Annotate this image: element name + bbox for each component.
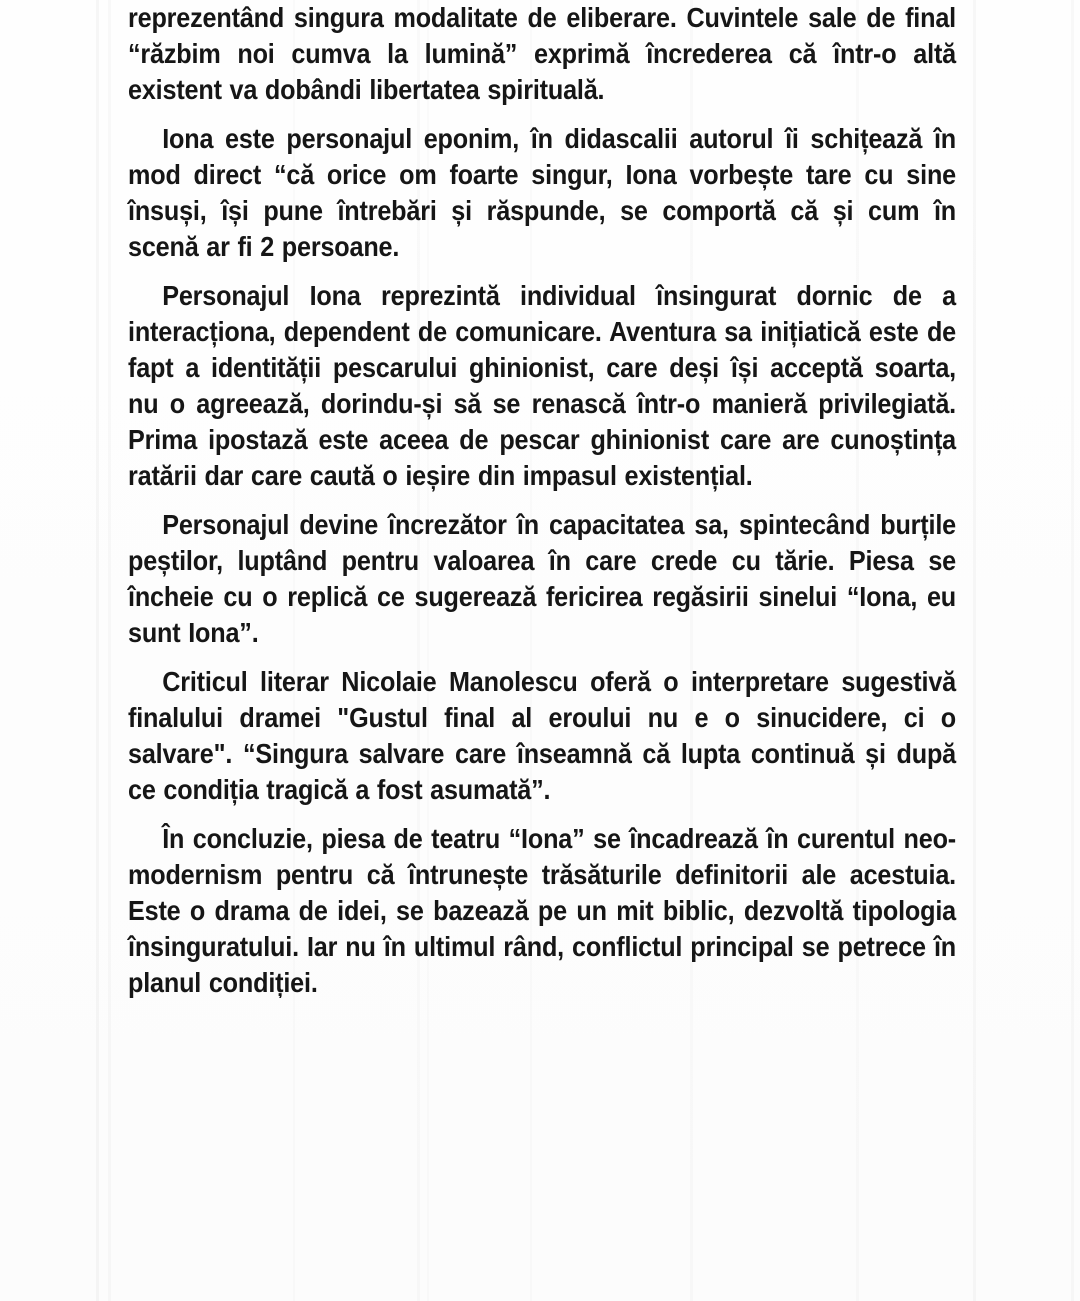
- scan-streak: [1071, 0, 1074, 1301]
- paragraph-personaj-increzator: Personajul devine încrezător în capacitatea sa, spintecând burțile peștilor, luptând pentru valoarea în care crede cu tărie. Piesa se încheie cu o replică ce sugerează fericirea regăsirii sinelui “Iona, eu sunt Iona”.: [128, 509, 956, 648]
- paragraph-critic-manolescu: Criticul literar Nicolaie Manolescu oferă o interpretare sugestivă finalului dramei "Gustul final al eroului nu e o sinucidere, ci o salvare". “Singura salvare care înseamnă că lupta continuă și după ce condiția tragică a fost asumată”.: [128, 666, 956, 805]
- scan-streak: [108, 0, 111, 1301]
- scan-streak: [96, 0, 99, 1301]
- paragraph-concluzie: În concluzie, piesa de teatru “Iona” se încadrează în curentul neo-modernism pentru că întrunește trăsăturile definitorii ale acestuia. Este o drama de idei, se bazează pe un mit biblic, dezvoltă tipologia însinguratului. Iar nu în ultimul rând, conflictul principal se petrece în planul condiției.: [128, 823, 956, 998]
- paragraph-iona-eponim: Iona este personajul eponim, în didascalii autorul îi schițează în mod direct “că orice om foarte singur, Iona vorbește tare cu sine însuși, își pune întrebări și răspunde, se comportă că și cum în scenă ar fi 2 persoane.: [128, 123, 956, 262]
- essay-text-block: [128, 0, 956, 1014]
- scan-streak: [973, 0, 976, 1301]
- paragraph-conclusion-of-previous: reprezentând singura modalitate de eliberare. Cuvintele sale de final “răzbim noi cumva la lumină” exprimă încrederea că într-o altă existent va dobândi libertatea spirituală.: [128, 2, 956, 105]
- paragraph-personaj-insingurat: Personajul Iona reprezintă individual însingurat dornic de a interacționa, dependent de comunicare. Aventura sa inițiatică este de fapt a identității pescarului ghinionist, care deși își acceptă soarta, nu o agreează, dorindu-și să se renască într-o manieră privilegiată. Prima ipostază este aceea de pescar ghinionist care are cunoștința ratării dar care caută o ieșire din impasul existențial.: [128, 280, 956, 491]
